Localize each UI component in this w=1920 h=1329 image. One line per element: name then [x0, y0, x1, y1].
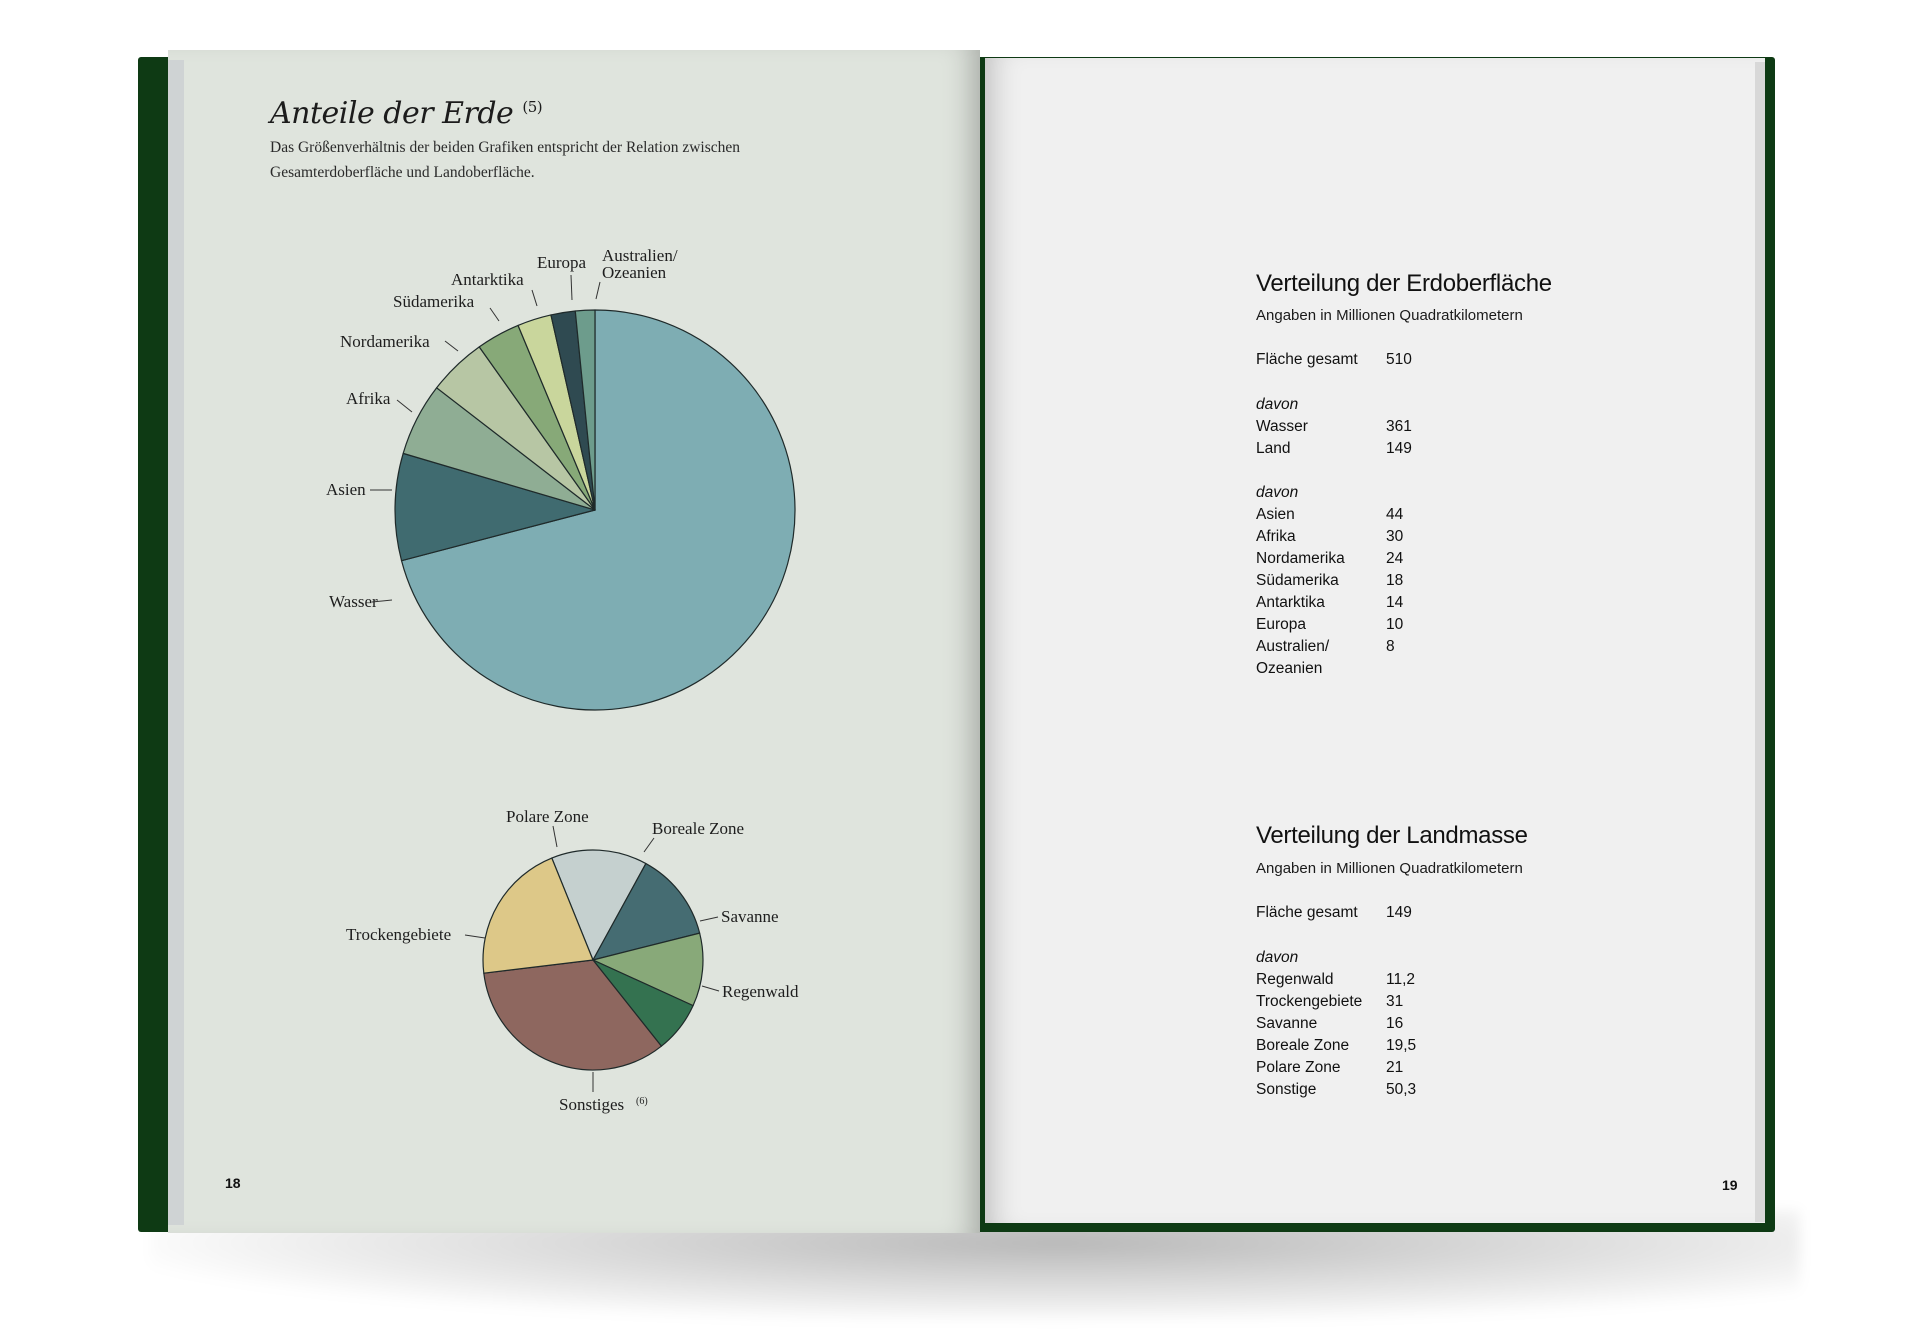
land-label: Land [1256, 440, 1291, 457]
row-value: 18 [1386, 572, 1404, 589]
row-value: 31 [1386, 993, 1404, 1010]
total2-label: Fläche gesamt [1256, 904, 1358, 921]
table-row [1256, 638, 1395, 660]
subtitle-line-2: Gesamterdoberfläche und Landoberfläche. [270, 164, 535, 181]
row-value: 50,3 [1386, 1081, 1417, 1098]
table-row [1256, 1081, 1416, 1103]
table-row [1256, 1037, 1416, 1059]
label-regenwald: Regenwald [722, 982, 799, 1001]
row-label: Regenwald [1256, 971, 1334, 988]
section1-total-row [1256, 351, 1412, 373]
row-label: Ozeanien [1256, 660, 1323, 677]
row-value: 21 [1386, 1059, 1404, 1076]
table-row [1256, 660, 1386, 682]
page-title: Anteile der Erde $^{(5)}$ [270, 96, 543, 131]
table-row [1256, 616, 1403, 638]
row-value: 30 [1386, 528, 1404, 545]
label-wasser: Wasser [329, 592, 378, 611]
row-label: Nordamerika [1256, 550, 1345, 567]
table-row [1256, 1015, 1403, 1037]
row-label: Polare Zone [1256, 1059, 1341, 1076]
davon-label-3: davon [1256, 949, 1299, 966]
row-value: 19,5 [1386, 1037, 1417, 1054]
table-row [1256, 572, 1403, 594]
title-footnote: (5) [522, 98, 543, 116]
davon-label-1: davon [1256, 396, 1299, 413]
row-value: 11,2 [1386, 971, 1416, 988]
label-boreale: Boreale Zone [652, 819, 745, 838]
label-afrika: Afrika [346, 389, 391, 408]
row-label: Trockengebiete [1256, 993, 1363, 1010]
row-label: Boreale Zone [1256, 1037, 1350, 1054]
row-value: 10 [1386, 616, 1404, 633]
table-row [1256, 594, 1403, 616]
total-label: Fläche gesamt [1256, 351, 1358, 368]
subtitle-line-1: Das Größenverhältnis der beiden Grafiken entspricht der Relation zwischen [270, 139, 741, 156]
label-trocken: Trockengebiete [346, 925, 452, 944]
label-europa: Europa [537, 253, 587, 272]
row-value: 24 [1386, 550, 1404, 567]
table-row [1256, 1059, 1403, 1081]
table-row [1256, 506, 1403, 528]
total2-value: 149 [1386, 904, 1412, 921]
label-nordamerika: Nordamerika [340, 332, 430, 351]
section2-total-row [1256, 904, 1412, 926]
label-savanne: Savanne [721, 907, 779, 926]
total-value: 510 [1386, 351, 1412, 368]
table-row [1256, 971, 1415, 993]
table-row [1256, 550, 1403, 572]
label-antarktika: Antarktika [451, 270, 524, 289]
label-sonstiges: Sonstiges [559, 1095, 625, 1114]
land-row [1256, 440, 1412, 462]
row-label: Europa [1256, 616, 1306, 633]
wasser-row [1256, 418, 1412, 440]
section2-title: Verteilung der Landmasse [1256, 822, 1528, 849]
row-value: 14 [1386, 594, 1404, 611]
label-asien: Asien [326, 480, 366, 499]
row-label: Südamerika [1256, 572, 1339, 589]
section1-subtitle: Angaben in Millionen Quadratkilometern [1256, 307, 1523, 324]
label-polare: Polare Zone [506, 807, 589, 826]
section2-subtitle: Angaben in Millionen Quadratkilometern [1256, 860, 1523, 877]
row-label: Savanne [1256, 1015, 1318, 1032]
row-label: Sonstige [1256, 1081, 1317, 1098]
row-value: 44 [1386, 506, 1404, 523]
row-label: Antarktika [1256, 594, 1325, 611]
table-row [1256, 993, 1403, 1015]
page-number-left: 18 [225, 1175, 241, 1191]
land-mass-pie [483, 850, 703, 1070]
earth-surface-pie [395, 310, 795, 710]
row-value: 16 [1386, 1015, 1404, 1032]
label-suedamerika: Südamerika [393, 292, 475, 311]
label-sonstiges-note: (6) [636, 1096, 648, 1107]
label-australien-1: Australien/ [602, 246, 678, 265]
row-value: 8 [1386, 638, 1395, 655]
row-label: Afrika [1256, 528, 1296, 545]
label-australien-2: Ozeanien [602, 263, 667, 282]
section1-title: Verteilung der Erdoberfläche [1256, 270, 1552, 297]
wasser-label: Wasser [1256, 418, 1308, 435]
land-value: 149 [1386, 440, 1412, 457]
page-number-right: 19 [1722, 1177, 1738, 1193]
davon-label-2: davon [1256, 484, 1299, 501]
table-row [1256, 528, 1403, 550]
row-label: Australien/ [1256, 638, 1330, 655]
wasser-value: 361 [1386, 418, 1412, 435]
row-label: Asien [1256, 506, 1295, 523]
